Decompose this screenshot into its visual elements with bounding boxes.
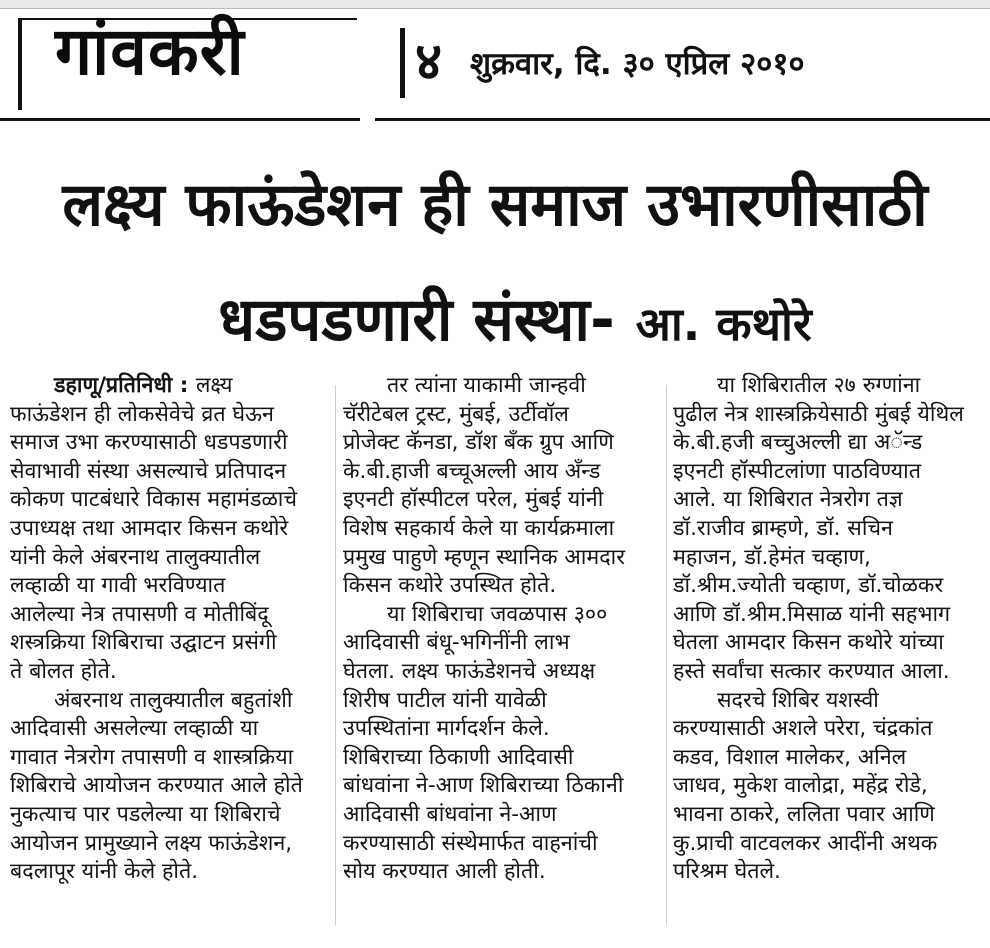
article-line: बदलापूर यांनी केले होते. [10,859,199,885]
article-line: आलेल्या नेत्र तपासणी व मोतीबिंदू [10,601,269,627]
article-line: के.बी.हाजी बच्चूअल्ली आय अँन्ड [343,458,601,484]
article-line: आणि डॉ.श्रीम.मिसाळ यांनी सहभाग [673,601,951,627]
article-line: परिश्रम घेतले. [673,859,781,885]
article-line: करण्यासाठी संस्थेमार्फत वाहनांची [343,830,598,856]
article-dateline: डहाणू/प्रतिनिधी : [54,373,196,398]
article-line: इएनटी हॉस्पीटलांणा पाठविण्यात [673,458,921,484]
column-divider [666,385,667,925]
article-column-2 [343,372,663,887]
article-line: ते बोलत होते. [10,658,117,684]
article-line: या शिबिराचा जवळपास ३०० [387,601,608,627]
article-line: आयोजन प्रामुख्याने लक्ष्य फाऊंडेशन, [10,830,293,856]
article-column-1 [10,372,332,887]
article-line: उपस्थितांना मार्गदर्शन केले. [343,716,550,742]
article-line: चॅरीटेबल ट्रस्ट, मुंबई, उर्टीवॉल [343,401,569,427]
article-line: या शिबिरातील २७ रुग्णांना [717,373,921,398]
article-line: तर त्यांना याकामी जान्हवी [387,373,586,398]
headline-main: धडपडणारी संस्था- [218,285,615,355]
article-line: घेतला. लक्ष्य फाऊंडेशनचे अध्यक्ष [343,658,596,684]
masthead-rule-left [0,118,360,121]
masthead [0,0,990,125]
masthead-rule-right [375,118,990,121]
article-line: डॉ.श्रीम.ज्योती चव्हाण, डॉ.चोळकर [673,573,944,599]
article-line: सदरचे शिबिर यशस्वी [717,687,879,713]
article-line: किसन कथोरे उपस्थित होते. [343,573,557,599]
article-line: सोय करण्यात आली होती. [343,859,546,885]
article-line: आदिवासी बंधू-भगिनींनी लाभ [343,630,570,656]
article-line: यांनी केले अंबरनाथ तालुक्यातील [10,544,261,570]
article-line: प्रमुख पाहुणे म्हणून स्थानिक आमदार [343,544,626,570]
article-line: कोकण पाटबंधारे विकास महामंडळाचे [10,487,298,513]
article-column-3 [673,372,978,887]
article-line: कडव, विशाल मालेकर, अनिल [673,744,907,770]
article-line: समाज उभा करण्यासाठी धडपडणारी [10,430,288,456]
top-rule [0,0,990,9]
article-line: करण्यासाठी अशले परेरा, चंद्रकांत [673,716,933,742]
article-line: सेवाभावी संस्था असल्याचे प्रतिपादन [10,458,287,484]
headline-byline: आ. कथोरे [635,297,812,351]
headline-line-2 [195,280,835,364]
article-line: के.बी.हजी बच्चुअल्ली द्या अॅन्ड [673,430,923,456]
article-line: नुकत्याच पार पडलेल्या या शिबिराचे [10,801,281,827]
article-line: जाधव, मुकेश वालोद्रा, महेंद्र रोडे, [673,773,928,799]
article-line: महाजन, डॉ.हेमंत चव्हाण, [673,544,871,570]
article-line: आले. या शिबिरात नेत्ररोग तज्ञ [673,487,903,513]
article-line: प्रोजेक्ट कॅनडा, डॉश बँक ग्रुप आणि [343,430,614,456]
column-divider [335,385,336,925]
article-line: बांधवांना ने-आण शिबिराच्या ठिकानी [343,773,624,799]
article-line: शिबिराचे आयोजन करण्यात आले होते [10,773,303,799]
article-line: शिबिराच्या ठिकाणी आदिवासी [343,744,574,770]
headline-line-1: लक्ष्य फाऊंडेशन ही समाज उभारणीसाठी [62,170,928,240]
article-line: आदिवासी बांधवांना ने-आण [343,801,557,827]
article-line: घेतला आमदार किसन कथोरे यांच्या [673,630,944,656]
article-line: आदिवासी असलेल्या लव्हाळी या [10,716,259,742]
page-number: ४ [400,28,465,98]
article-line: डॉ.राजीव ब्राम्हणे, डॉ. सचिन [673,515,893,541]
article-line: लव्हाळी या गावी भरविण्यात [10,573,226,599]
article-line: शिरीष पाटील यांनी यावेळी [343,687,547,713]
article-line: डहाणू/प्रतिनिधी : लक्ष्य [54,373,233,398]
issue-date: शुक्रवार, दि. ३० एप्रिल २०१० [470,46,805,82]
article-line: विशेष सहकार्य केले या कार्यक्रमाला [343,515,615,541]
article-line: फाऊंडेशन ही लोकसेवेचे व्रत घेऊन [10,401,274,427]
article-line: शस्त्रक्रिया शिबिराचा उद्घाटन प्रसंगी [10,630,277,656]
article-line: इएनटी हॉस्पीटल परेल, मुंबई यांनी [343,487,604,513]
newspaper-name: गांवकरी [55,13,245,90]
article-line: कु.प्राची वाटवलकर आदींनी अथक [673,830,938,856]
article-line: हस्ते सर्वांचा सत्कार करण्यात आला. [673,658,950,684]
article-line: उपाध्यक्ष तथा आमदार किसन कथोरे [10,515,289,541]
article-line: पुढील नेत्र शास्त्रक्रियेसाठी मुंबई येथिल [673,401,964,427]
article-line: गावात नेत्ररोग तपासणी व शास्त्रक्रिया [10,744,294,770]
article-line: भावना ठाकरे, ललिता पवार आणि [673,801,935,827]
article-line: अंबरनाथ तालुक्यातील बहुतांशी [54,687,293,713]
